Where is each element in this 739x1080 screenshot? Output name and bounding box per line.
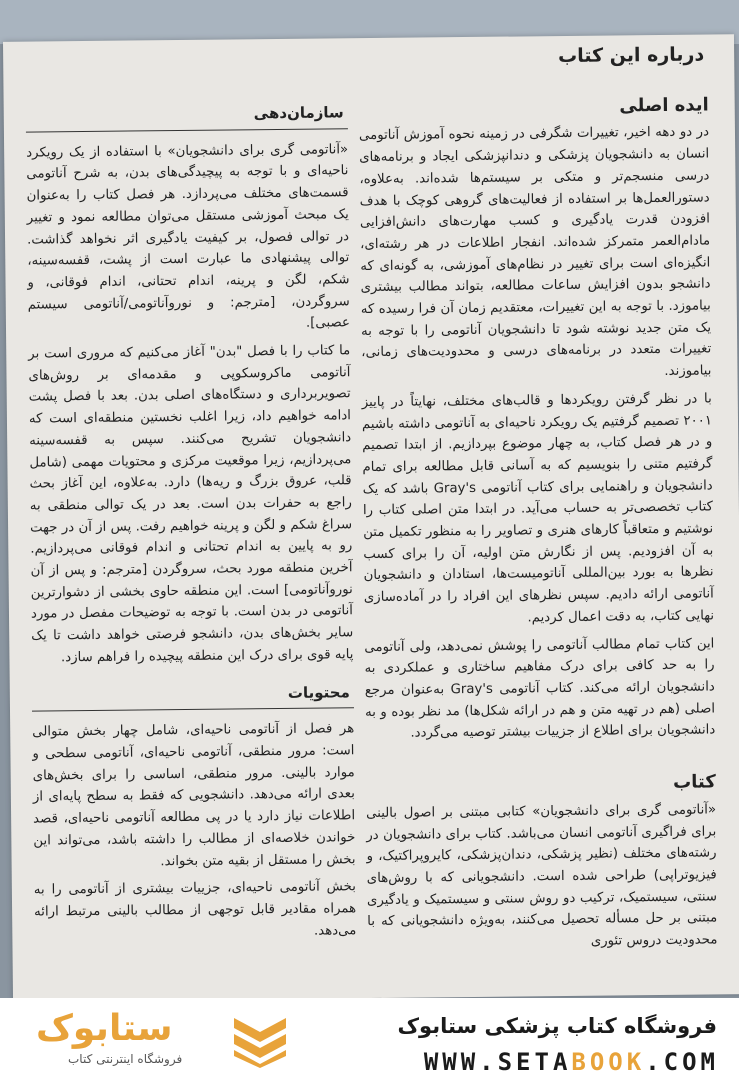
book-page xyxy=(3,34,739,1002)
contents-paragraph-2: بخش آناتومی ناحیه‌ای، جزییات بیشتری از آناتومی را به همراه مقادیر قابل توجهی از مطالب بالینی مرتبط ارائه می‌دهد. xyxy=(33,879,357,939)
book-heading: کتاب xyxy=(673,771,716,793)
idea-paragraph-3: این کتاب تمام مطالب آناتومی را پوشش نمی‌دهد، ولی آناتومی را به حد کافی برای درک مفاهیم ساختاری و عملکردی به دانشجویان ارائه می‌کند. کتاب آناتومی Gray's به‌عنوان مرجع اصلی (هم در تهیه متن و هم در ارائه شکل‌ها) مد نظر بوده و به دانشجویان برای اطلاع از جزییات بیشتر توصیه می‌گردد. xyxy=(364,636,716,742)
organization-paragraph-1: «آناتومی گری برای دانشجویان» با استفاده از یک رویکرد ناحیه‌ای و با توجه به پیچیدگی‌های بدن، به شرح آناتومی قسمت‌های مختلف می‌پردازد. هر فصل کتاب را به‌عنوان یک مبحث آموزشی مستقل می‌توان مطالعه نمود و تغییر در توالی فصول، بر کیفیت یادگیری اثر نخواهد گذاشت. توالی پیشنهادی ما عبارت است از پشت، قفسه‌سینه، شکم، لگن و پرینه، اندام تحتانی، اندام فوقانی، و سروگردن، [مترجم: و نوروآناتومی/آناتومی سیستم عصبی]. xyxy=(26,141,351,332)
store-footer xyxy=(0,998,739,1080)
page-title: درباره این کتاب xyxy=(557,43,705,68)
store-logo[interactable] xyxy=(28,1008,298,1074)
idea-paragraph-2: با در نظر گرفتن رویکردها و قالب‌های مختلف، نهایتاً در پاییز ۲۰۰۱ تصمیم گرفتیم یک رویکرد ناحیه‌ای به آناتومی داشته باشیم و در هر فصل کتاب، به چهار موضوع بپردازیم. از ابتدا تصمیم گرفتیم متنی را بنویسیم که به آسانی قابل مطالعه برای تمام دانشجویان و راهنمایی برای کتاب آناتومی Gray's باشد که یک کتاب تخصصی‌تر به حساب می‌آید. در ابتدا متن اصلی کتاب را نوشتیم و متعاقباً کارهای هنری و تصاویر را به منظور تکمیل متن به آن افزودیم. پس از نگارش متن اولیه، آن را برای کسب نظرها به بورد بین‌المللی آناتومیست‌ها، استادان و دانشجویان آناتومی ارائه دادیم. سپس نظرهای این افراد را در آماده‌سازی نهایی کتاب، به دقت اعمال کردیم. xyxy=(361,391,715,626)
url-brand: BOOK xyxy=(571,1048,646,1076)
left-column xyxy=(26,102,357,951)
idea-heading: ایده اصلی xyxy=(619,94,709,117)
contents-rule xyxy=(32,707,354,711)
url-prefix: WWW.SETA xyxy=(423,1048,572,1076)
contents-paragraph-1: هر فصل از آناتومی ناحیه‌ای، شامل چهار بخش متوالی است: مرور منطقی، آناتومی ناحیه‌ای، آناتومی سطحی و موارد بالینی. مرور منطقی، اساسی را برای بخش‌های بعدی ارائه می‌دهد. دانشجویی که فقط به سطح پایه‌ای از اطلاعات نیاز دارد یا در پی مطالعه آناتومی ناحیه‌ای، قصد خواندن خلاصه‌ای از مطالب را داشته باشد، می‌تواند این بخش را مستقل از بقیه متن بخواند. xyxy=(32,721,356,869)
store-name: فروشگاه کتاب پزشکی ستابوک xyxy=(397,1014,717,1038)
organization-paragraph-2: ما کتاب را با فصل "بدن" آغاز می‌کنیم که مروری است بر آناتومی ماکروسکوپی و مقدمه‌ای بر روش‌های تصویربرداری و دستگاه‌های اصلی بدن. بعد با فصل پشت ادامه خواهیم داد، زیرا اغلب نخستین منطقه‌ای است که دانشجویان تشریح می‌کنند. سپس به قفسه‌سینه می‌پردازیم، زیرا موقعیت مرکزی و محتویات مهمی (شامل قلب، عروق بزرگ و ریه‌ها) دارد. به‌علاوه، این آغاز بحث راجع به حفرات بدن است. بعد در یک توالی منطقی به سراغ شکم و لگن و پرینه خواهیم رفت. پس از آن در جهت رو به پایین به اندام تحتانی و اندام فوقانی می‌پردازیم. آخرین منطقه مورد بحث، سروگردن [مترجم: و پس از آن نوروآناتومی] است. این منطقه حاوی بخشی از دشوارترین آناتومی در بدن است. با توجه به توضیحات مفصل در مورد سایر بخش‌های بدن، دانشجو فرصتی خواهد داشت تا یک پایه قوی برای درک این منطقه پیچیده را فراهم سازد. xyxy=(28,343,354,666)
organization-rule xyxy=(26,128,348,132)
stacked-chevrons-icon xyxy=(230,1012,290,1068)
logo-wordmark: ستابوک xyxy=(36,1008,173,1049)
contents-heading: محتویات xyxy=(287,682,350,702)
url-suffix: .COM xyxy=(645,1048,719,1076)
book-paragraph: «آناتومی گری برای دانشجویان» کتابی مبتنی بر اصول بالینی برای فراگیری آناتومی انسان می‌باشد. کتاب برای دانشجویان در رشته‌های مختلف (نظیر پزشکی، دندان‌پزشکی، کایروپراکتیک، و فیزیوتراپی) طراحی شده است. دانشجویانی که با روش‌های سنتی، سیستمیک، ترکیب دو روش سنتی و سیستمیک و یادگیری مبتنی بر حل مسأله تحصیل می‌کنند، به‌ویژه دانشجویانی که با محدودیت دروس تئوری xyxy=(366,802,718,949)
logo-tagline: فروشگاه اینترنتی کتاب xyxy=(68,1052,183,1066)
idea-paragraph-1: در دو دهه اخیر، تغییرات شگرفی در زمینه نحوه آموزش آناتومی انسان به دانشجویان پزشکی و دندانپزشکی ایجاد و برنامه‌های درسی منسجم‌تر و متکی بر سیستم‌ها شده‌اند. به‌علاوه، دستورالعمل‌ها بر استفاده از فعالیت‌های گروهی کوچک با هدف افزودن قدرت یادگیری و کسب مهارت‌های دانش‌افزایی مادام‌العمر متمرکز شده‌اند. انفجار اطلاعات در هر رشته‌ای، انگیزه‌ای است برای تغییر در نظام‌های آموزشی، به گونه‌ای که دانشجو بدون افزایش ساعات مطالعه، بتواند مطالب بیشتری بیاموزد. با توجه به این تغییرات، معتقدیم زمان آن فرا رسیده که یک متن جدید نوشته شود تا دانشجویان آناتومی را با توجه به تغییرات متعدد در برنامه‌های درسی و محدودیت‌های زمانی، بیاموزند. xyxy=(358,124,712,380)
organization-heading: سازمان‌دهی xyxy=(253,103,344,123)
store-url-link[interactable] xyxy=(424,1048,719,1076)
right-column xyxy=(358,44,718,960)
